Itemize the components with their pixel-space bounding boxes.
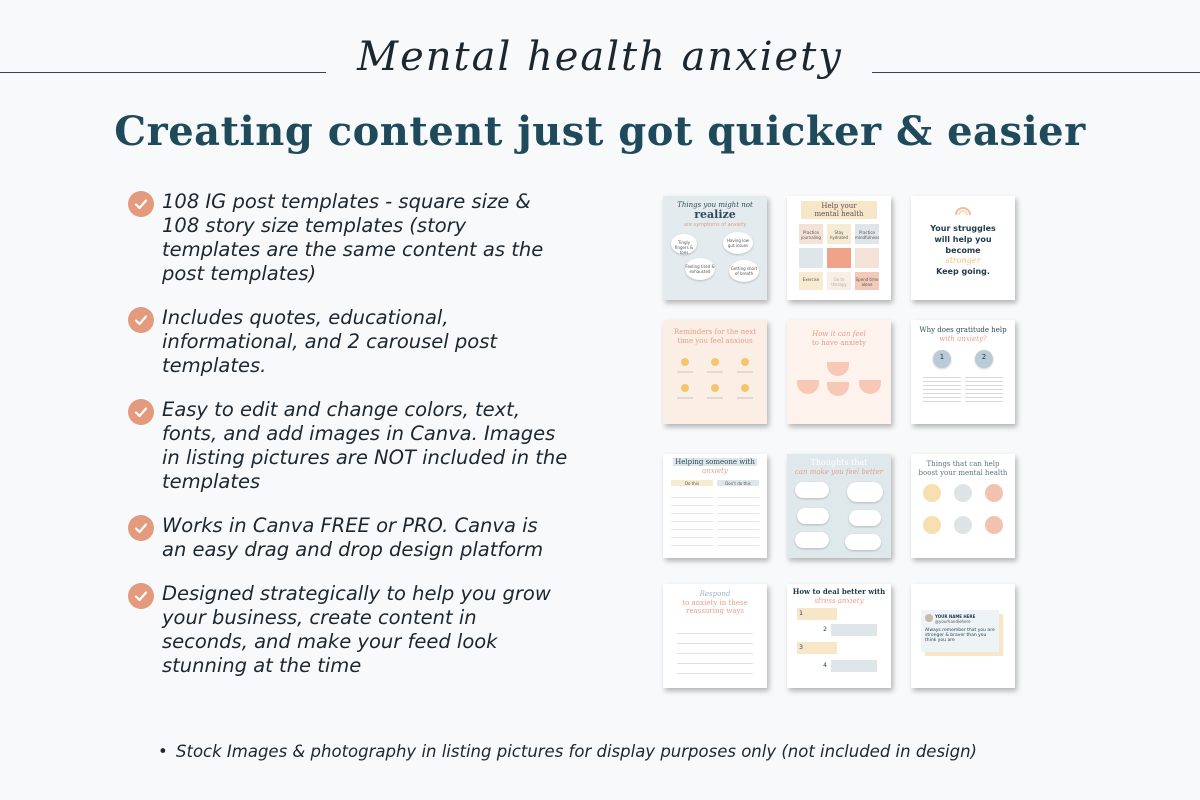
number-label: 1 bbox=[939, 353, 945, 361]
column-header-text: Do this bbox=[684, 481, 700, 486]
script-title: Mental health anxiety bbox=[357, 34, 843, 80]
cloud-shape bbox=[795, 482, 829, 498]
tweet-name: YOUR NAME HERE bbox=[935, 614, 976, 619]
check-circle-icon bbox=[128, 191, 154, 217]
feature-text: Includes quotes, educational, informational, and 2 carousel post templates. bbox=[162, 306, 498, 377]
template-title-2: time you feel anxious bbox=[677, 337, 753, 345]
quote-line: Keep going. bbox=[936, 267, 990, 276]
text-lines bbox=[677, 624, 753, 676]
template-thumbnail-helping-someone[interactable] bbox=[663, 454, 767, 558]
step-number: 3 bbox=[799, 644, 803, 651]
footnote-text: Stock Images & photography in listing pictures for display purposes only (not included in design) bbox=[176, 742, 977, 761]
check-circle-icon bbox=[128, 399, 154, 425]
feeling-shape bbox=[827, 382, 849, 396]
check-circle-icon bbox=[128, 307, 154, 333]
quote-line: Your struggles bbox=[930, 224, 996, 233]
tip-cell bbox=[799, 248, 823, 268]
template-title: Helping someone with bbox=[675, 458, 755, 466]
feature-item bbox=[128, 306, 568, 378]
tip-cell bbox=[855, 248, 879, 268]
avatar bbox=[925, 614, 933, 622]
tip-cell bbox=[827, 248, 851, 268]
tip-circle bbox=[985, 516, 1003, 534]
template-thumbnail-thoughts[interactable] bbox=[787, 454, 891, 558]
text-lines bbox=[923, 374, 961, 404]
quote-line: will help you bbox=[934, 235, 992, 244]
tip-circle bbox=[954, 516, 972, 534]
template-title-2: to have anxiety bbox=[811, 339, 867, 347]
feature-text: Works in Canva FREE or PRO. Canva is an easy drag and drop design platform bbox=[162, 514, 544, 561]
bullet-icon: • bbox=[158, 742, 168, 761]
tip-cell-text: Exercise bbox=[802, 277, 820, 282]
template-thumbnail-help-mental-health[interactable] bbox=[787, 196, 891, 300]
quote-line: become bbox=[945, 246, 981, 255]
template-title-3: reassuring ways bbox=[686, 607, 744, 615]
tweet-quote: Always remember that you are stronger & braver than you think you are bbox=[925, 628, 995, 643]
tip-cell-text: Stay hydrated bbox=[829, 230, 849, 240]
template-thumbnail-boost-mental-health[interactable] bbox=[911, 454, 1015, 558]
column-header-text: Don't do this bbox=[725, 481, 751, 486]
template-title: How it can feel bbox=[812, 330, 866, 338]
bubble-text: Feeling tired & exhausted bbox=[685, 264, 715, 274]
tip-circle bbox=[985, 484, 1003, 502]
quote-line-script: stronger bbox=[945, 256, 981, 265]
template-title-2: mental health bbox=[814, 210, 864, 218]
feeling-shape bbox=[859, 380, 881, 394]
feature-text: Designed strategically to help you grow your business, create content in seconds, and make your feed look stunning at the time bbox=[162, 582, 551, 677]
template-title: Thoughts that bbox=[810, 458, 868, 467]
bubble-text: Getting short of breath bbox=[730, 266, 758, 276]
cloud-shape bbox=[795, 532, 829, 548]
sun-icons bbox=[675, 354, 755, 406]
step-number: 1 bbox=[799, 610, 803, 617]
tip-cell-text: Practice mindfulness bbox=[855, 230, 880, 240]
template-title-2: with anxiety? bbox=[939, 335, 987, 343]
template-title-2: can make you feel better bbox=[794, 468, 884, 476]
tip-cell bbox=[827, 272, 851, 290]
template-subtitle: are symptoms of anxiety bbox=[683, 222, 747, 228]
feature-item bbox=[128, 190, 568, 286]
template-thumbnail-symptoms[interactable] bbox=[663, 196, 767, 300]
feature-item bbox=[128, 582, 568, 678]
cloud-shape bbox=[845, 534, 881, 550]
template-title: Help your bbox=[821, 202, 857, 210]
cloud-shape bbox=[797, 508, 829, 524]
cloud-shape bbox=[849, 510, 881, 526]
footnote bbox=[158, 741, 1036, 762]
template-thumbnail-tweet-quote[interactable] bbox=[911, 584, 1015, 688]
template-title: Respond bbox=[699, 590, 731, 598]
template-title: Why does gratitude help bbox=[919, 326, 1007, 334]
feeling-shape bbox=[797, 380, 819, 394]
template-title-2: stress anxiety bbox=[814, 597, 864, 605]
template-title-2: anxiety bbox=[702, 467, 728, 475]
check-circle-icon bbox=[128, 583, 154, 609]
tweet-handle: @yourhandlehere bbox=[935, 619, 971, 624]
template-title: Reminders for the next bbox=[673, 328, 757, 336]
step-number: 2 bbox=[823, 626, 827, 633]
tip-circle bbox=[923, 516, 941, 534]
feature-text: Easy to edit and change colors, text, fonts, and add images in Canva. Images in listing pictures are NOT included in the templates bbox=[162, 398, 568, 493]
feeling-shape bbox=[827, 362, 849, 376]
template-thumbnail-gratitude[interactable] bbox=[911, 320, 1015, 424]
feature-item bbox=[128, 514, 568, 562]
template-title: Things you might not bbox=[677, 201, 753, 209]
feature-item bbox=[128, 398, 568, 494]
bubble-text: Tingly fingers & toes bbox=[674, 240, 694, 255]
template-title-big: realize bbox=[694, 208, 736, 221]
rainbow-icon bbox=[955, 206, 971, 216]
text-lines bbox=[671, 490, 713, 546]
text-lines bbox=[965, 374, 1003, 404]
text-lines bbox=[717, 490, 759, 546]
template-title-2: to anxiety in these bbox=[682, 599, 748, 607]
template-title: How to deal better with bbox=[792, 587, 886, 596]
feature-list bbox=[128, 190, 568, 698]
template-thumbnail-reminders[interactable] bbox=[663, 320, 767, 424]
tip-cell-text: Practice journaling bbox=[801, 230, 821, 240]
tip-cell-text: Spend time alone bbox=[855, 277, 879, 287]
template-thumbnail-struggles-quote[interactable] bbox=[911, 196, 1015, 300]
template-thumbnail-deal-with-stress[interactable] bbox=[787, 584, 891, 688]
number-label: 2 bbox=[981, 353, 987, 361]
step-card bbox=[831, 660, 877, 672]
cloud-shape bbox=[847, 482, 883, 502]
template-thumbnail-how-anxiety-feels[interactable] bbox=[787, 320, 891, 424]
bubble-text: Having low gut issues bbox=[726, 238, 750, 248]
feature-text: 108 IG post templates - square size & 108 story size templates (story templates are the same content as the post templates) bbox=[162, 190, 544, 285]
template-thumbnail-respond[interactable] bbox=[663, 584, 767, 688]
tip-circle bbox=[954, 484, 972, 502]
template-title: Things that can help bbox=[926, 460, 1000, 468]
headline: Creating content just got quicker & easier bbox=[114, 108, 1086, 155]
step-number: 4 bbox=[823, 662, 827, 669]
template-title-2: boost your mental health bbox=[918, 469, 1008, 477]
step-card bbox=[831, 624, 877, 636]
check-circle-icon bbox=[128, 515, 154, 541]
tip-circle bbox=[923, 484, 941, 502]
